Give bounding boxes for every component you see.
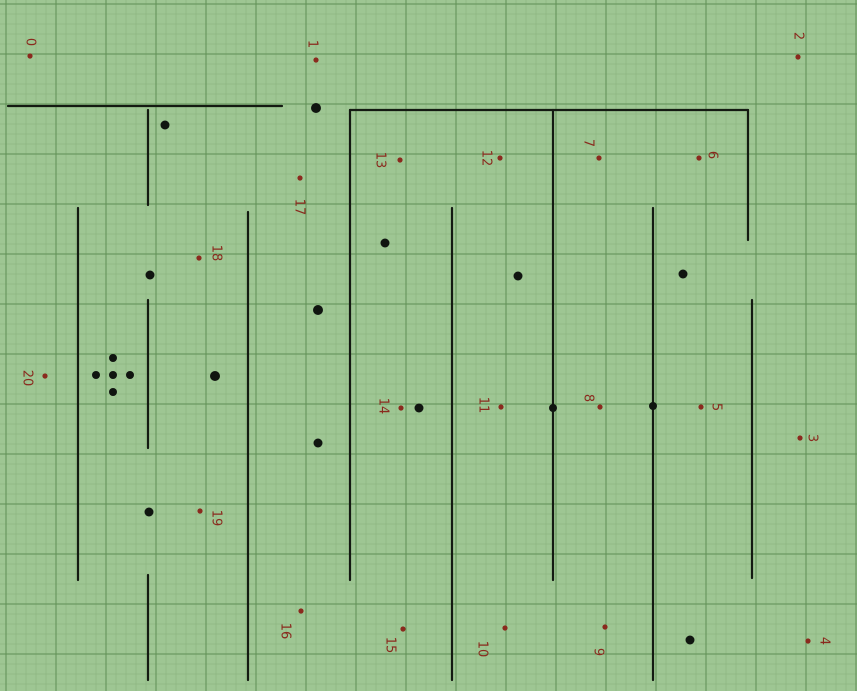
point-dot bbox=[698, 404, 703, 409]
point-label: 8 bbox=[580, 393, 596, 403]
node-dot bbox=[649, 402, 657, 410]
point-dot bbox=[27, 53, 32, 58]
node-dot bbox=[161, 121, 170, 130]
point-label: 6 bbox=[704, 150, 720, 160]
node-dot bbox=[313, 305, 323, 315]
point-dot bbox=[797, 435, 802, 440]
node-dot bbox=[126, 371, 134, 379]
point-label: 4 bbox=[816, 636, 832, 646]
point-label: 15 bbox=[382, 636, 398, 654]
point-label: 19 bbox=[208, 509, 224, 527]
node-dot bbox=[514, 272, 523, 281]
point-label: 18 bbox=[208, 244, 224, 262]
point-label: 20 bbox=[19, 369, 35, 387]
point-label: 11 bbox=[475, 396, 491, 414]
point-label: 7 bbox=[580, 138, 596, 148]
point-dot bbox=[400, 626, 405, 631]
point-label: 3 bbox=[804, 433, 820, 443]
point-label: 14 bbox=[375, 397, 391, 415]
node-dot bbox=[92, 371, 100, 379]
point-dot bbox=[197, 508, 202, 513]
point-dot bbox=[298, 608, 303, 613]
node-dot bbox=[109, 388, 117, 396]
point-dot bbox=[795, 54, 800, 59]
node-dot bbox=[314, 439, 323, 448]
node-dot bbox=[686, 636, 695, 645]
point-label: 13 bbox=[372, 151, 388, 169]
point-label: 17 bbox=[291, 198, 307, 216]
point-label: 2 bbox=[790, 31, 806, 41]
node-dot bbox=[415, 404, 424, 413]
node-dot bbox=[109, 354, 117, 362]
point-dot bbox=[497, 155, 502, 160]
point-label: 0 bbox=[22, 37, 38, 47]
point-label: 9 bbox=[590, 647, 606, 657]
point-label: 16 bbox=[277, 622, 293, 640]
point-dot bbox=[597, 404, 602, 409]
node-dot bbox=[311, 103, 321, 113]
point-label: 10 bbox=[474, 640, 490, 658]
point-dot bbox=[313, 57, 318, 62]
point-dot bbox=[696, 155, 701, 160]
point-dot bbox=[297, 175, 302, 180]
point-dot bbox=[805, 638, 810, 643]
point-dot bbox=[398, 405, 403, 410]
node-dot bbox=[109, 371, 117, 379]
node-dot bbox=[146, 271, 155, 280]
node-dot bbox=[210, 371, 220, 381]
point-dot bbox=[502, 625, 507, 630]
node-dot bbox=[679, 270, 688, 279]
point-dot bbox=[596, 155, 601, 160]
point-dot bbox=[397, 157, 402, 162]
node-dot bbox=[145, 508, 154, 517]
point-label: 1 bbox=[304, 39, 320, 49]
node-dot bbox=[381, 239, 390, 248]
point-label: 5 bbox=[708, 402, 724, 412]
point-dot bbox=[602, 624, 607, 629]
point-dot bbox=[42, 373, 47, 378]
node-dot bbox=[549, 404, 557, 412]
point-dot bbox=[196, 255, 201, 260]
point-label: 12 bbox=[478, 149, 494, 167]
point-dot bbox=[498, 404, 503, 409]
